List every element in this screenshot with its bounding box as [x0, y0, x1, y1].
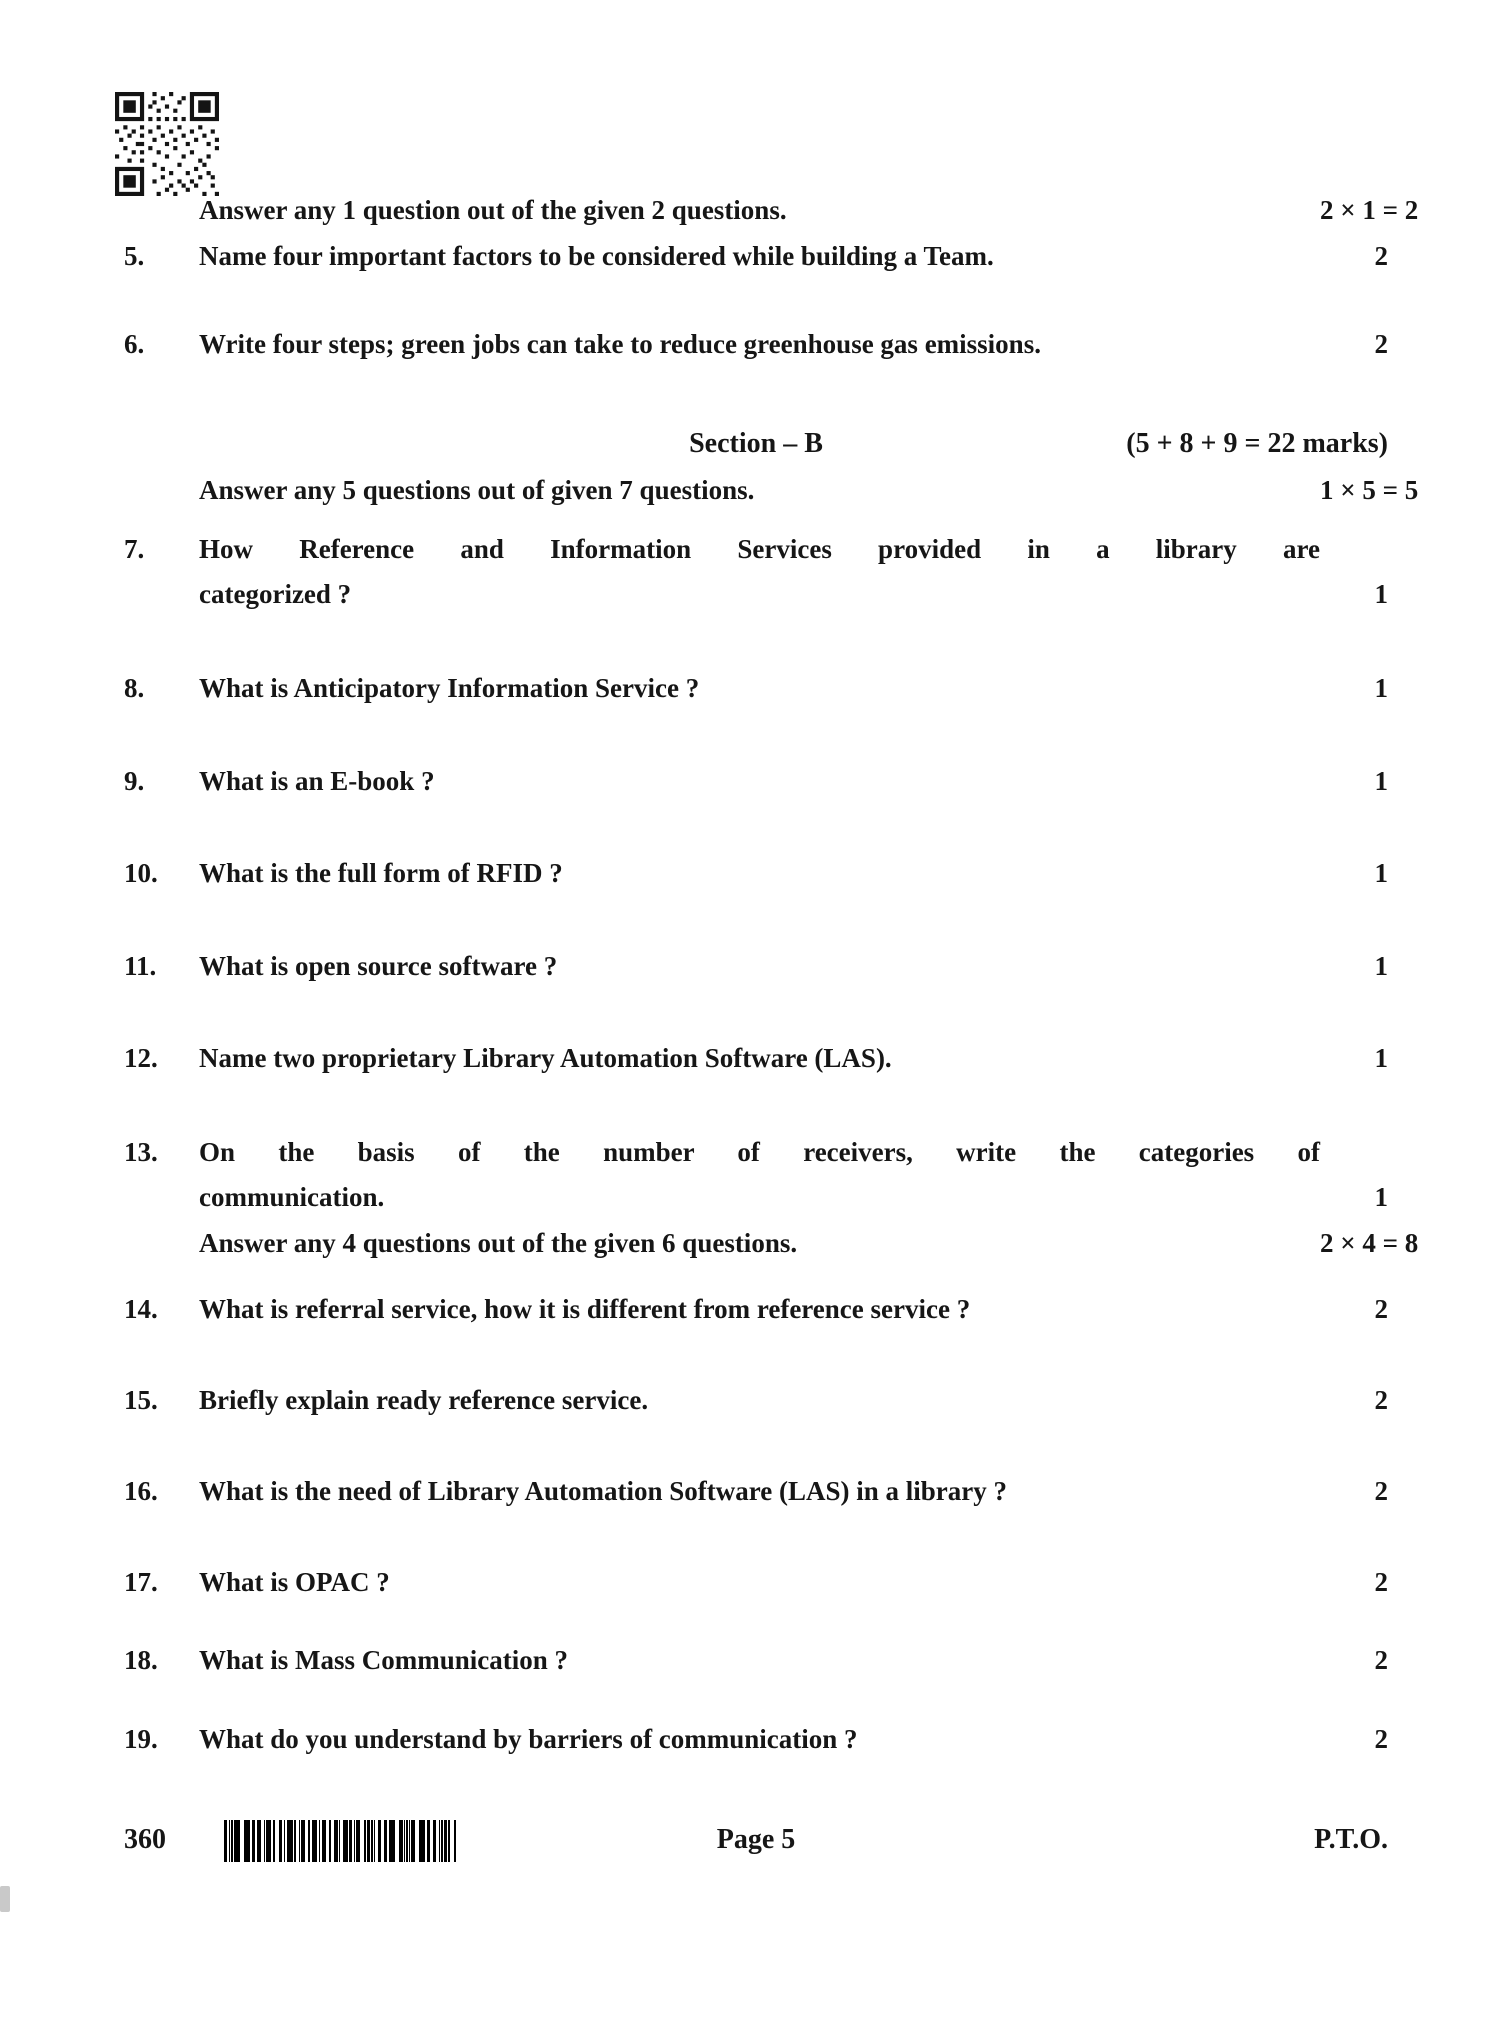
question-text: [199, 1287, 1320, 1332]
question-row: [124, 759, 1388, 804]
question-line: What is the full form of RFID ?: [199, 858, 563, 888]
question-number: 8.: [124, 673, 145, 703]
question-marks: 1: [1374, 1182, 1388, 1212]
question-text: [199, 527, 1320, 617]
question-row: [124, 1036, 1388, 1081]
question-marks: 1: [1374, 951, 1388, 981]
question-line: What is an E-book ?: [199, 766, 435, 796]
question-text: [199, 851, 1320, 896]
question-text: [199, 1638, 1320, 1683]
page-number: Page 5: [716, 1824, 796, 1855]
question-line: What is OPAC ?: [199, 1567, 390, 1597]
question-text: [199, 1717, 1320, 1762]
question-line: Name two proprietary Library Automation Software (LAS).: [199, 1043, 892, 1073]
instruction-row: [124, 1221, 1419, 1266]
question-number: 14.: [124, 1294, 158, 1324]
question-marks: 2: [1374, 1724, 1388, 1754]
question-text: [199, 1130, 1320, 1220]
instruction-marks: 1 × 5 = 5: [1320, 475, 1419, 505]
question-row: [124, 234, 1388, 279]
question-text: [199, 1378, 1320, 1423]
question-line: What is Mass Communication ?: [199, 1645, 569, 1675]
question-line: What is referral service, how it is different from reference service ?: [199, 1294, 971, 1324]
question-row: [124, 851, 1388, 896]
question-text: [199, 1469, 1320, 1514]
question-line: What is the need of Library Automation Software (LAS) in a library ?: [199, 1476, 1007, 1506]
paper-code: 360: [124, 1824, 166, 1855]
pto-label: P.T.O.: [1314, 1824, 1388, 1855]
question-marks: 1: [1374, 673, 1388, 703]
question-marks: 2: [1374, 1476, 1388, 1506]
question-number: 16.: [124, 1476, 158, 1506]
question-text: [199, 322, 1320, 367]
question-marks: 2: [1374, 1385, 1388, 1415]
scan-artifact: [0, 1886, 10, 1912]
question-marks: 2: [1374, 241, 1388, 271]
instruction-row: [124, 188, 1419, 233]
question-row: [124, 1130, 1388, 1220]
question-line: On the basis of the number of receivers, write the categories of: [199, 1137, 1320, 1167]
question-row: [124, 666, 1388, 711]
instruction-marks: 2 × 1 = 2: [1320, 195, 1419, 225]
question-line: Name four important factors to be considered while building a Team.: [199, 241, 994, 271]
question-number: 13.: [124, 1137, 158, 1167]
instruction-line: Answer any 1 question out of the given 2 questions.: [199, 195, 787, 225]
question-number: 15.: [124, 1385, 158, 1415]
question-text: [199, 944, 1320, 989]
instruction-text: [199, 188, 1320, 233]
question-marks: 2: [1374, 1645, 1388, 1675]
question-row: [124, 1560, 1388, 1605]
question-marks: 2: [1374, 329, 1388, 359]
question-marks: 2: [1374, 1294, 1388, 1324]
section-marks: (5 + 8 + 9 = 22 marks): [1126, 428, 1388, 459]
question-number: 17.: [124, 1567, 158, 1597]
question-number: 9.: [124, 766, 145, 796]
question-line: What do you understand by barriers of communication ?: [199, 1724, 858, 1754]
question-line: How Reference and Information Services provided in a library are: [199, 534, 1320, 564]
page-footer: [124, 1817, 1388, 1867]
question-number: 6.: [124, 329, 145, 359]
question-marks: 1: [1374, 579, 1388, 609]
question-row: [124, 1378, 1388, 1423]
question-number: 10.: [124, 858, 158, 888]
question-number: 11.: [124, 951, 157, 981]
question-marks: 1: [1374, 1043, 1388, 1073]
question-line: What is open source software ?: [199, 951, 558, 981]
question-line: Briefly explain ready reference service.: [199, 1385, 649, 1415]
question-line: Write four steps; green jobs can take to reduce greenhouse gas emissions.: [199, 329, 1041, 359]
question-text: [199, 759, 1320, 804]
question-row: [124, 322, 1388, 367]
instruction-marks: 2 × 4 = 8: [1320, 1228, 1419, 1258]
question-line: What is Anticipatory Information Service ?: [199, 673, 700, 703]
question-marks: 1: [1374, 858, 1388, 888]
question-row: [124, 944, 1388, 989]
question-text: [199, 1560, 1320, 1605]
question-row: [124, 527, 1388, 617]
instruction-row: [124, 468, 1419, 513]
section-heading: [124, 421, 1388, 466]
instruction-line: Answer any 4 questions out of the given 6 questions.: [199, 1228, 798, 1258]
question-line: categorized ?: [199, 579, 352, 609]
qr-code-icon: [115, 92, 219, 196]
question-line: communication.: [199, 1182, 385, 1212]
question-row: [124, 1638, 1388, 1683]
question-marks: 1: [1374, 766, 1388, 796]
instruction-text: [199, 1221, 1320, 1266]
question-row: [124, 1287, 1388, 1332]
question-text: [199, 234, 1320, 279]
question-number: 18.: [124, 1645, 158, 1675]
instruction-text: [199, 468, 1320, 513]
section-title: Section – B: [689, 428, 823, 459]
question-number: 19.: [124, 1724, 158, 1754]
instruction-line: Answer any 5 questions out of given 7 questions.: [199, 475, 755, 505]
question-row: [124, 1717, 1388, 1762]
question-text: [199, 1036, 1320, 1081]
question-row: [124, 1469, 1388, 1514]
question-number: 7.: [124, 534, 145, 564]
question-marks: 2: [1374, 1567, 1388, 1597]
question-text: [199, 666, 1320, 711]
question-number: 12.: [124, 1043, 158, 1073]
question-number: 5.: [124, 241, 145, 271]
